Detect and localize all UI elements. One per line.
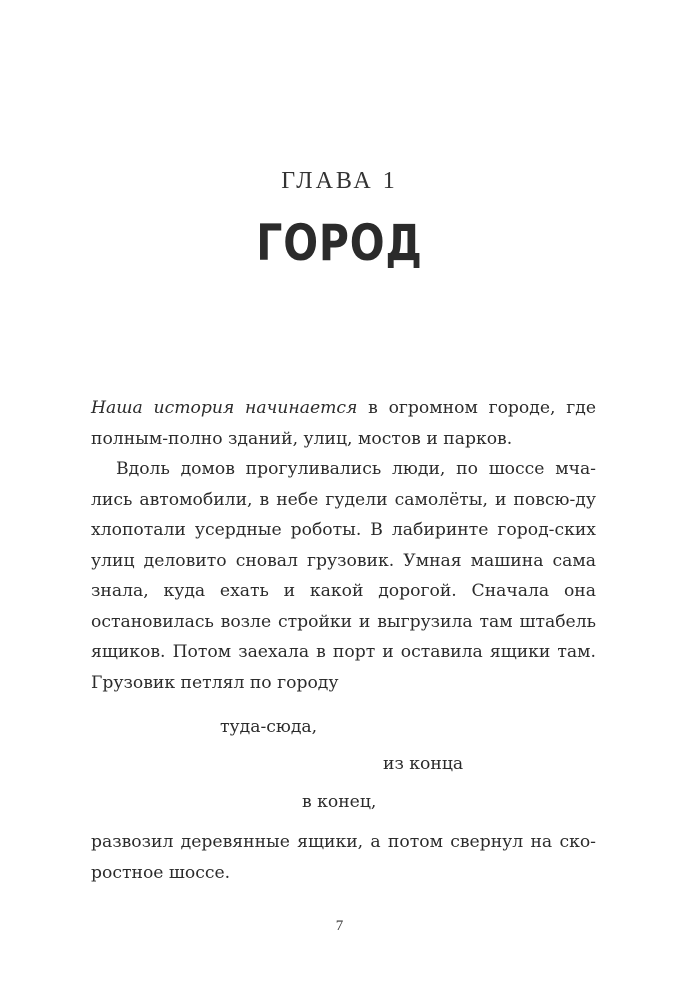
paragraph-2: Вдоль домов прогуливались люди, по шоссе мча-лись автомобили, в небе гудели самолёты, и повсю-ду хлопотали усердные роботы. В лабиринте город-ских улиц деловито сновал грузовик. Умная машина сама знала, куда ехать и какой дорогой. Сначала она остановилась возле стройки и выгрузила там штабель ящиков. Потом заехала в порт и оставила ящики там. Грузовик петлял по городу — [91, 459, 596, 693]
chapter-title: ГОРОД — [256, 214, 423, 272]
paragraph-1-rest: в огромном городе, где полным-полно зданий, улиц, мостов и парков. — [91, 398, 596, 449]
paragraph-1 — [91, 393, 596, 454]
line-v-konets: в конец, — [302, 792, 377, 812]
line-iz-kontsa: из конца — [383, 754, 464, 774]
paragraph-3: развозил деревянные ящики, а потом свернул на ско-ростное шоссе. — [91, 832, 596, 883]
page-number: 7 — [335, 918, 344, 934]
paragraph-1-italic: Наша история начинается — [91, 398, 358, 418]
chapter-label: ГЛАВА 1 — [281, 168, 398, 194]
line-tuda-syuda: туда-сюда, — [220, 717, 318, 737]
